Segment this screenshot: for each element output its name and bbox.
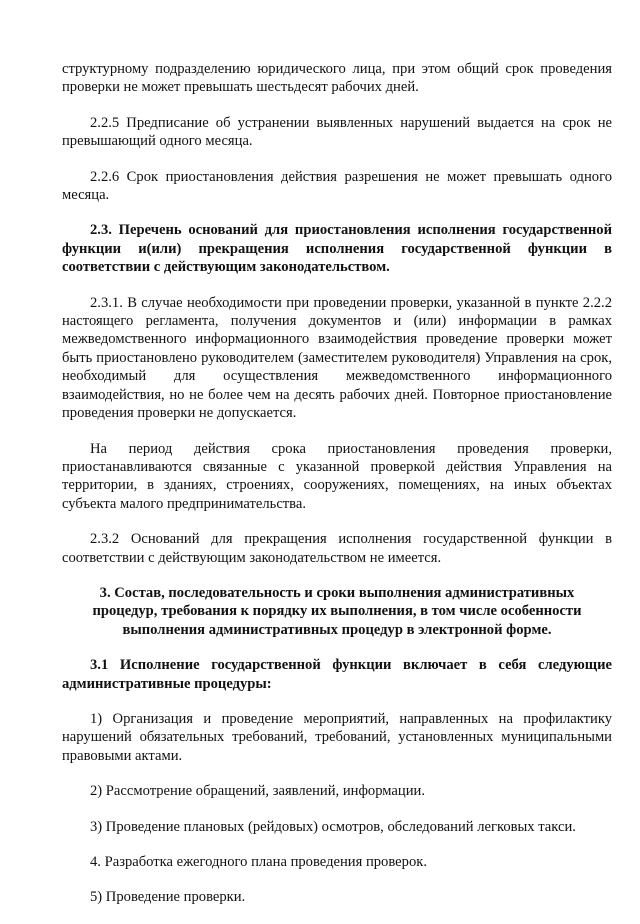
paragraph-suspension-period: На период действия срока приостановления проведения проверки, приостанавливаются связанные с указанной проверкой действия Управления на территории, в зданиях, строениях, сооружениях, помещениях, на иных объектах субъекта малого предпринимательства. [62, 440, 612, 512]
paragraph-2-3-1: 2.3.1. В случае необходимости при проведении проверки, указанной в пункте 2.2.2 настоящего регламента, получения документов и (или) информации в рамках межведомственного информационного взаимодействия проведение проверки может быть приостановлено руководителем (заместителем руководителя) Управления на срок, необходимый для осуществления межведомственного информационного взаимодействия, но не более чем на десять рабочих дней. Повторное приостановление проведения проверки не допускается. [62, 294, 612, 422]
paragraph-2-2-5: 2.2.5 Предписание об устранении выявленных нарушений выдается на срок не превышающий одного месяца. [62, 114, 612, 150]
paragraph-2-2-6: 2.2.6 Срок приостановления действия разрешения не может превышать одного месяца. [62, 168, 612, 204]
list-item-1: 1) Организация и проведение мероприятий, направленных на профилактику нарушений обязательных требований, требований, установленных муниципальными правовыми актами. [62, 710, 612, 764]
heading-2-3: 2.3. Перечень оснований для приостановления исполнения государственной функции и(или) прекращения исполнения государственной функции в соответствии с действующим законодательством. [62, 222, 612, 276]
paragraph-continuation: структурному подразделению юридического лица, при этом общий срок проведения проверки не может превышать шестьдесят рабочих дней. [62, 61, 612, 96]
list-item-5: 5) Проведение проверки. [90, 889, 246, 906]
heading-section-3: 3. Состав, последовательность и сроки выполнения административных процедур, требования к порядку их выполнения, в том числе особенности выполнения административных процедур в электронной форме. [92, 584, 582, 638]
heading-3-1: 3.1 Исполнение государственной функции включает в себя следующие административные процедуры: [62, 657, 612, 692]
paragraph-2-3-2: 2.3.2 Оснований для прекращения исполнения государственной функции в соответствии с действующим законодательством не имеется. [62, 531, 612, 566]
list-item-3: 3) Проведение плановых (рейдовых) осмотров, обследований легковых такси. [90, 818, 576, 835]
list-item-4: 4. Разработка ежегодного плана проведения проверок. [90, 854, 427, 870]
document-page [62, 60, 612, 924]
list-item-2: 2) Рассмотрение обращений, заявлений, информации. [90, 783, 425, 800]
